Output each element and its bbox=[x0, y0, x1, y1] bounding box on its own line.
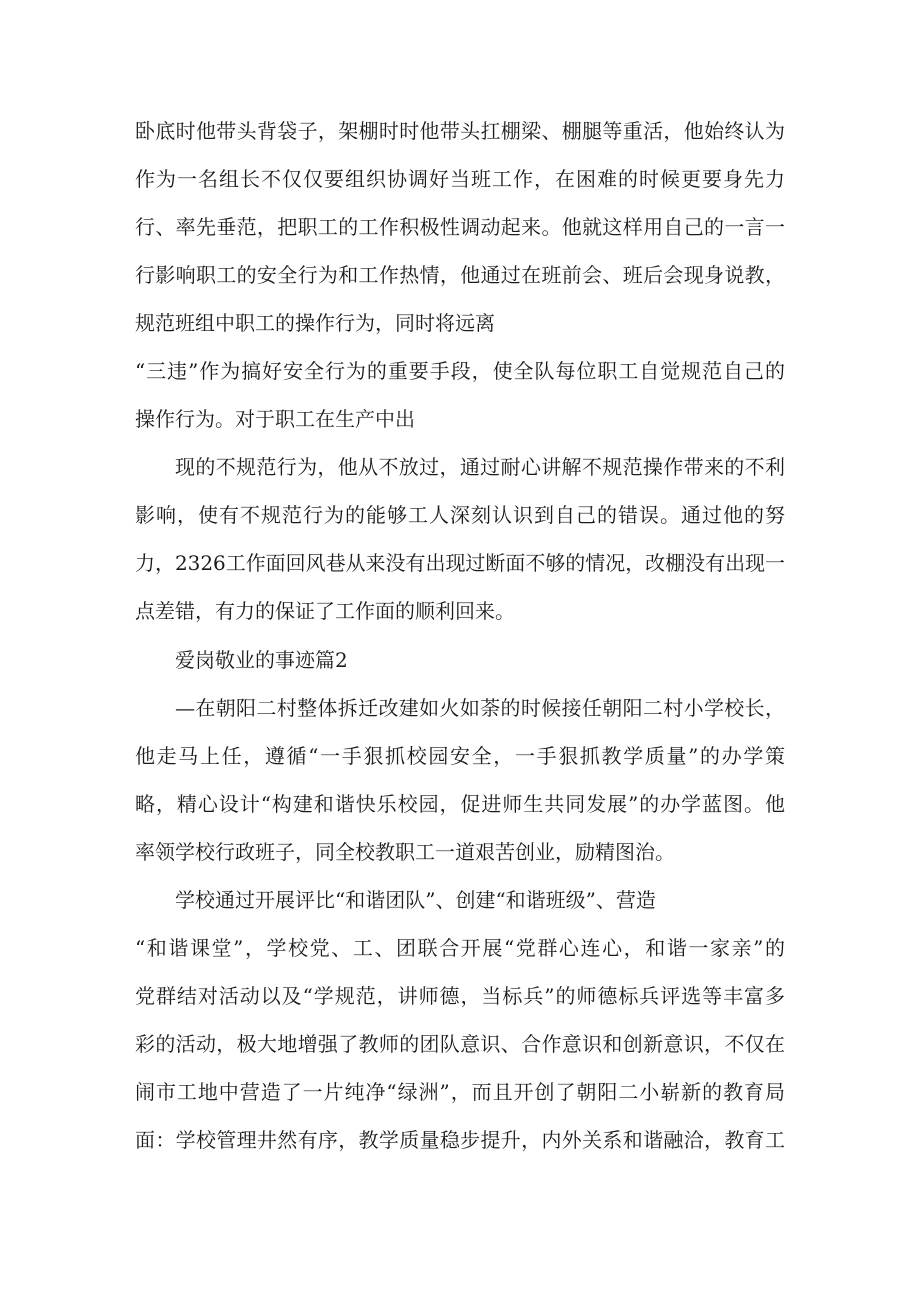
text-line: 影响，使有不规范行为的能够工人深刻认识到自己的错误。通过他的努 bbox=[135, 503, 786, 527]
text-line: “三违”作为搞好安全行为的重要手段，使全队每位职工自觉规范自己的 bbox=[135, 359, 786, 383]
text-line: 点差错，有力的保证了工作面的顺利回来。 bbox=[135, 599, 515, 623]
text-line: 卧底时他带头背袋子，架棚时时他带头扛棚梁、棚腿等重活，他始终认为 bbox=[135, 119, 786, 143]
text-line: 规范班组中职工的操作行为，同时将远离 bbox=[135, 311, 495, 335]
text-line: 略，精心设计“构建和谐快乐校园，促进师生共同发展”的办学蓝图。他 bbox=[135, 792, 786, 816]
text-line: 操作行为。对于职工在生产中出 bbox=[135, 407, 415, 431]
text-line: 闹市工地中营造了一片纯净“绿洲”，而且开创了朝阳二小崭新的教育局 bbox=[135, 1080, 786, 1104]
text-line: 他走马上任，遵循“一手狠抓校园安全，一手狠抓教学质量”的办学策 bbox=[135, 744, 787, 768]
text-line: 爱岗敬业的事迹篇2 bbox=[175, 648, 348, 672]
text-line: —在朝阳二村整体拆迁改建如火如荼的时候接任朝阳二村小学校长， bbox=[175, 696, 786, 720]
text-line: 行影响职工的安全行为和工作热情，他通过在班前会、班后会现身说教， bbox=[135, 263, 786, 287]
text-line: 率领学校行政班子，同全校教职工一道艰苦创业，励精图治。 bbox=[135, 840, 675, 864]
text-line: 作为一名组长不仅仅要组织协调好当班工作，在困难的时候更要身先力 bbox=[135, 167, 786, 191]
text-line: 行、率先垂范，把职工的工作积极性调动起来。他就这样用自己的一言一 bbox=[135, 215, 786, 239]
text-line: 力，2326工作面回风巷从来没有出现过断面不够的情况，改棚没有出现一 bbox=[135, 551, 785, 575]
text-line: 现的不规范行为，他从不放过，通过耐心讲解不规范操作带来的不利 bbox=[175, 455, 786, 479]
text-line: 学校通过开展评比“和谐团队”、创建“和谐班级”、营造 bbox=[175, 888, 656, 912]
text-line: 面：学校管理井然有序，教学质量稳步提升，内外关系和谐融洽，教育工 bbox=[135, 1128, 786, 1152]
text-line: 党群结对活动以及“学规范，讲师德，当标兵”的师德标兵评选等丰富多 bbox=[135, 984, 786, 1008]
text-line: 彩的活动，极大地增强了教师的团队意识、合作意识和创新意识，不仅在 bbox=[135, 1032, 786, 1056]
text-line: “和谐课堂”，学校党、工、团联合开展“党群心连心，和谐一家亲”的 bbox=[135, 936, 787, 960]
